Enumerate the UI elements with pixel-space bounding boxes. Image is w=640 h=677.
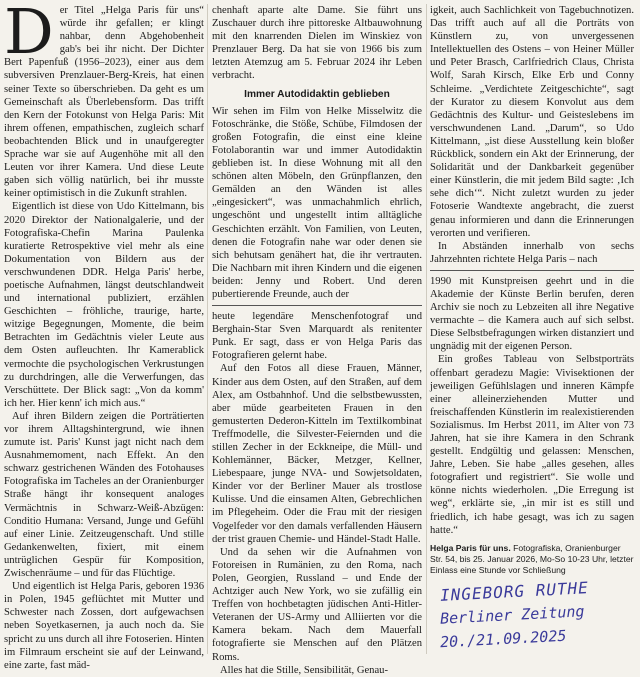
lead-paragraph: Der Titel „Helga Paris für uns“ würde ihr gefallen; er klingt nahbar, denn Abgehobenheit gab's bei ihr nicht. Der Dichter Bert Papenfuß (1956–2023), einer aus dem subversiven Prenzlauer-Berg-Kreis, hat einen seiner Texte so überschrieben. Da geht es um Gemeinschaft als Überlebensform. Das trifft den Kern der Fotokunst von Helga Paris: Mit ihrem offenen, empathischen, zugleich scharf beobachtenden Blick und in unaufgeregter Sprache war sie auf Augenhöhe mit all den Leuten vor ihrer Kamera. Und diese Leute gaben sich völlig natürlich, bei ihr musste keiner optimistisch in die Zukunft strahlen. [4, 0, 204, 200]
paragraph: Eigentlich ist diese von Udo Kittelmann, bis 2020 Direktor der Nationalgalerie, und der Fotografiska-Chefin Marina Paulenka kuratierte Retrospektive viel mehr als eine Dokumentation von Bildern aus der verschwundenen DDR. Helga Paris' herbe, poetische Aufnahmen, längst deutschlandweit und international publiziert, erzählen Geschichten – fröhliche, traurige, harte, witzige Begegnungen, Momente, die beim Betrachten im Gedächtnis vieler Leute aus dem Osten aufleuchten. Ihr Kamerablick vermochte die psychologischen Verkrustungen zu durchdringen, alle die Verwerfungen, das Verschüttete. Der Blick sagt: „Von da komm' ich her. Hier kenn' ich mich aus.“ [4, 201, 204, 409]
cut-line [430, 270, 634, 271]
paragraph: Wir sehen im Film von Helke Misselwitz die Fotoschränke, die Stöße, Schübe, Filmdosen der großen Fotografin, die einst eine kleine Fotolaborantin war und immer Autodidaktin geblieben ist. In diese Wohnung mit all den schönen alten Möbeln, den Grünpflanzen, den Gemälden an den Wänden ist alles „eingesickert“, was unmachahmlich ehrlich, ungeschönt und ungestellt intim alltägliche Geschichten erzählt. Von Familien, von Leuten, denen die Fotografin nahe war oder denen sie sich behutsam genähert hat, die ihr vertrauten. Die Nachbarn mit ihren Kindern und die eigenen beiden: Jenny und Robert. Und deren pubertierende Freunde, auch der [212, 105, 422, 300]
exhibition-details: Fotografiska, Oranienburger Str. 54, bis 25. Januar 2026, Mo-So 10-23 Uhr, letzter Einlass eine Stunde vor Schließung [430, 542, 634, 575]
column-1 [4, 0, 204, 671]
paragraph: heute legendäre Menschenfotograf und Berghain-Star Sven Marquardt als renitenter Punk. Er sagt, dass er von Helga Paris das Fotografieren gelernt habe. [212, 311, 422, 362]
column-divider [207, 4, 208, 654]
column-3 [430, 4, 634, 654]
section-subhead: Immer Autodidaktin geblieben [244, 88, 390, 100]
paragraph: In Abständen innerhalb von sechs Jahrzehnten richtete Helga Paris – nach [430, 240, 634, 265]
publication-date: 20./21.09.2025 [439, 626, 567, 652]
drop-cap: D [4, 0, 54, 68]
column-2 [212, 4, 422, 676]
paragraph: Und da sehen wir die Aufnahmen von Fotoreisen in Rumänien, zu den Roma, nach Polen, Georgien, Russland – und Ende der Achtziger auch New York, wo sie zufällig ein Treffen von hochbetagten jüdischen Anti-Hitler-Veteranen der US-Army und Alliierten vor die Kamera bekam. Nach dem Mauerfall fotografierte sie Menschen auf den Plätzen Roms. [212, 546, 422, 663]
handwritten-signature [436, 578, 636, 658]
author-name: INGEBORG RUTHE [439, 578, 590, 605]
paragraph: Ein großes Tableau von Selbstporträts offenbart geradezu Magie: Vivisektionen der jeweiligen Gefühlslagen und inneren Kämpfe einer alleinerziehenden Mutter und freischaffenden Künstlerin im realexistierenden Sozialismus. Im Herbst 2011, im Alter von 73 Jahren, hat sie ihre Kamera in den Schrank gestellt. Endgültig und gelassen: Menschen, Jahre, Leben. Sie habe „alles gesehen, alles fotografiert und registriert“. Sie wolle und könne nichts wiederholen. „Die Erregung ist weg“, erklärte sie, „in mir ist es still und friedlich, ich habe gesagt, was ich zu sagen hatte.“ [430, 354, 634, 536]
exhibition-title: Helga Paris für uns. [430, 542, 511, 553]
paragraph: 1990 mit Kunstpreisen geehrt und in die Akademie der Künste Berlin berufen, deren Archiv sie noch zu Lebzeiten all ihre Negative vermachte – die Kamera auch auf sich selbst. Diese Selbstbefragungen wirken distanziert und ungnädig mit der eigenen Person. [430, 275, 634, 353]
paragraph: Alles hat die Stille, Sensibilität, Genau- [220, 664, 388, 676]
paragraph: chenhaft aparte alte Dame. Sie führt uns Zuschauer durch ihre pittoreske Altbauwohnung mit den knarrenden Dielen im Winskiez von Prenzlauer Berg. Da hat sie von 1966 bis zum letzten Atemzug am 5. Februar 2024 ihr Leben verbracht. [212, 5, 422, 82]
exhibition-info [430, 543, 634, 576]
paragraph: Auf den Fotos all diese Frauen, Männer, Kinder aus dem Osten, auf den Straßen, auf dem Alex, am Ostbahnhof. Und die selbstbewussten, aber müde gearbeiteten Frauen in den gemusterten Dederon-Kitteln im Textilkombinat Treffmodelle, die Silvester-Feiernden und die stillen Zecher in der Eckkneipe, die Müll- und Kohlemänner, Bäcker, Metzger, Kellner, Liebespaare, junge NVA- und Sowjetsoldaten, Kinder vor der Berliner Mauer als trostlose Kulisse. Und die einsamen Alten, Gebrechlichen im Pflegeheim. Oder die Frau mit der riesigen Vogelfeder vor den damals verfallenden Häusern der trist grauen Chemie- und Händel-Stadt Halle. [212, 363, 422, 545]
paragraph: Und eigentlich ist Helga Paris, geboren 1936 in Polen, 1945 geflüchtet mit Mutter und Schwester nach Zossen, dort aufgewachsen neben Soyetkasernen, ja auch noch da. Sie spricht zu uns durch all ihre Fotoserien. Hinten im Filmraum erscheint sie auf der Leinwand, eine zarte, fast mäd- [4, 581, 204, 671]
paragraph: igkeit, auch Sachlichkeit von Tagebuchnotizen. Das trifft auch auf all die Porträts von Künstlern zu, von unvergessenen Intellektuellen des Ostens – von Heiner Müller und Peter Brasch, Carlfriedrich Claus, Christa Wolf, Sarah Kirsch, Elke Erb und Conny Schleime. „Verdichtete Zeitgeschichte“, sagt der Kurator zu diesem Konvolut aus dem Gedächtnis des Kultur- und Geisteslebens im verschwundenen Land. „Darum“, so Udo Kittelmann, „ist diese Ausstellung kein bloßer Rückblick, sondern ein Akt der Erinnerung, der Solidarität und der Dankbarkeit gegenüber einer Künstlerin, die mit jedem Bild sagte: ‚Ich sehe dich‘“. Nicht zuletzt wurden zu jeder Fotoserie Wandtexte angebracht, die zuerst genau informieren und dann die Erinnerungen verorten und verifieren. [430, 5, 634, 239]
cut-line [212, 305, 422, 306]
paragraph: Auf ihren Bildern zeigen die Porträtierten vor ihrem Alltagshintergrund, wie ihnen zumute ist. Paris' Kunst jagt nicht nach dem Ausnahmemoment, nach Effekt. An den schwarz gestrichenen Wänden des Fotohauses Fotografiska im Tacheles an der Oranienburger Straße hängt ihr konsequent analoges Vermächtnis in Schwarz-Weiß-Abzügen: Conditio Humana: Versand, Junge und Gefühl auf einer Linie. Zeitzeugenschaft. Und stille Gedankenwelten, fixiert, mit einem untrüglichen Gespür für Komposition, Zwischenräume – und für das Flüchtige. [4, 410, 204, 580]
publication-name: Berliner Zeitung [439, 602, 585, 628]
column-divider [426, 4, 427, 654]
